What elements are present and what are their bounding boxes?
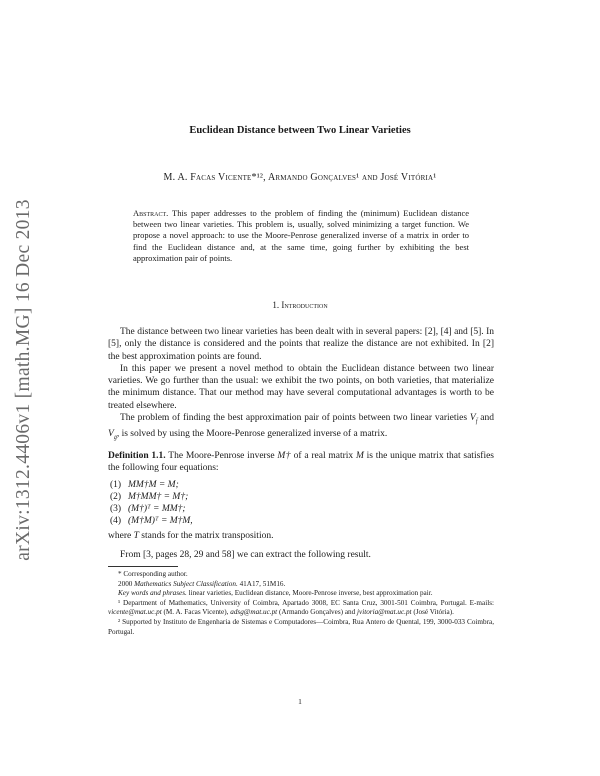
footnote-support: ² Supported by Instituto de Engenharia de Sistemas e Computadores—Coimbra, Rua Antero de Quental, 199, 3000-033 Coimbra, Portugal. [108,617,494,636]
footnote-msc: 2000 Mathematics Subject Classification. 41A17, 51M16. [118,579,286,588]
intro-paragraph-2: In this paper we present a novel method to obtain the Euclidean distance between two linear varieties. We go further than the usual: we exhibit the two points, on both varieties, that materialize the minimum distance. That our method may have several computational advantages is worth to be treated elsewhere. [108,363,494,411]
intro-paragraph-3: The problem of finding the best approximation pair of points between two linear varieties $V_{f̄}$ and $V_ḡ$, is solved by using the Moore-Penrose generalized inverse of a matrix. [108,413,494,442]
equation-item: (4) (M†M)ᵀ = M†M, [110,516,193,527]
equation-item: (2) M†MM† = M†; [110,491,189,502]
equation-list [108,479,494,528]
arxiv-id: arXiv:1312.4406v1 [math.MG] 16 Dec 2013 [13,199,34,561]
section-number: 1. [272,300,280,310]
arxiv-sidebar-stamp [6,160,42,600]
transpose-note: where T stands for the matrix transposition. [108,530,274,541]
footnote-rule [108,566,178,567]
abstract-text: This paper addresses to the problem of finding the (minimum) Euclidean distance between two linear varieties. This problem is, usually, solved minimizing a target function. We propose a novel approach: to use the Moore-Penrose generalized inverse of a matrix in order to find the Euclidean distance and, at the same time, going further by exhibiting the best approximation pair of points. [133,208,469,263]
definition-block [108,450,494,561]
page-number: 1 [298,697,302,706]
abstract [133,208,469,264]
footnote-affiliation: ¹ Department of Mathematics, University of Coimbra, Apartado 3008, EC Santa Cruz, 3001-501 Coimbra, Portugal. E-mails: vicente@mat.uc.pt (M. A. Facas Vicente), adsg@mat.uc.pt (Armando Gonçalves) and jvitoria@mat.uc.pt (José Vitória). [108,598,494,617]
section-title: Introduction [281,300,328,310]
email-link[interactable]: adsg@mat.uc.pt [230,608,278,617]
paper-title: Euclidean Distance between Two Linear Varieties [189,125,411,136]
footnotes [108,570,494,637]
equation-item: (3) (M†)ᵀ = MM†; [110,504,186,515]
intro-paragraph-1: The distance between two linear varieties has been dealt with in several papers: [2], [4] and [5]. In [5], only the distance is considered and the points that realize the distance are not exhibited. In [2] the best approximation points are found. [108,327,494,362]
extract-sentence: From [3, pages 28, 29 and 58] we can extract the following result. [120,550,371,561]
author-list: M. A. Facas Vicente*¹², Armando Gonçalves¹ and José Vitória¹ [163,172,437,183]
email-link[interactable]: jvitoria@mat.uc.pt [357,608,412,617]
introduction-body [108,326,494,444]
section-heading [100,300,500,310]
definition-label: Definition 1.1. [108,451,166,461]
definition-text: Definition 1.1. The Moore-Penrose inverse M† of a real matrix M is the unique matrix that satisfies the following four equations: [108,451,494,474]
footnote-keywords: Key words and phrases. linear varieties, Euclidean distance, Moore-Penrose inverse, best approximation pair. [118,589,433,598]
equation-item: (1) MM†M = M; [110,479,179,490]
abstract-label: Abstract. [133,208,169,218]
footnote-corresponding: * Corresponding author. [118,570,188,578]
email-link[interactable]: vicente@mat.uc.pt [108,608,162,617]
